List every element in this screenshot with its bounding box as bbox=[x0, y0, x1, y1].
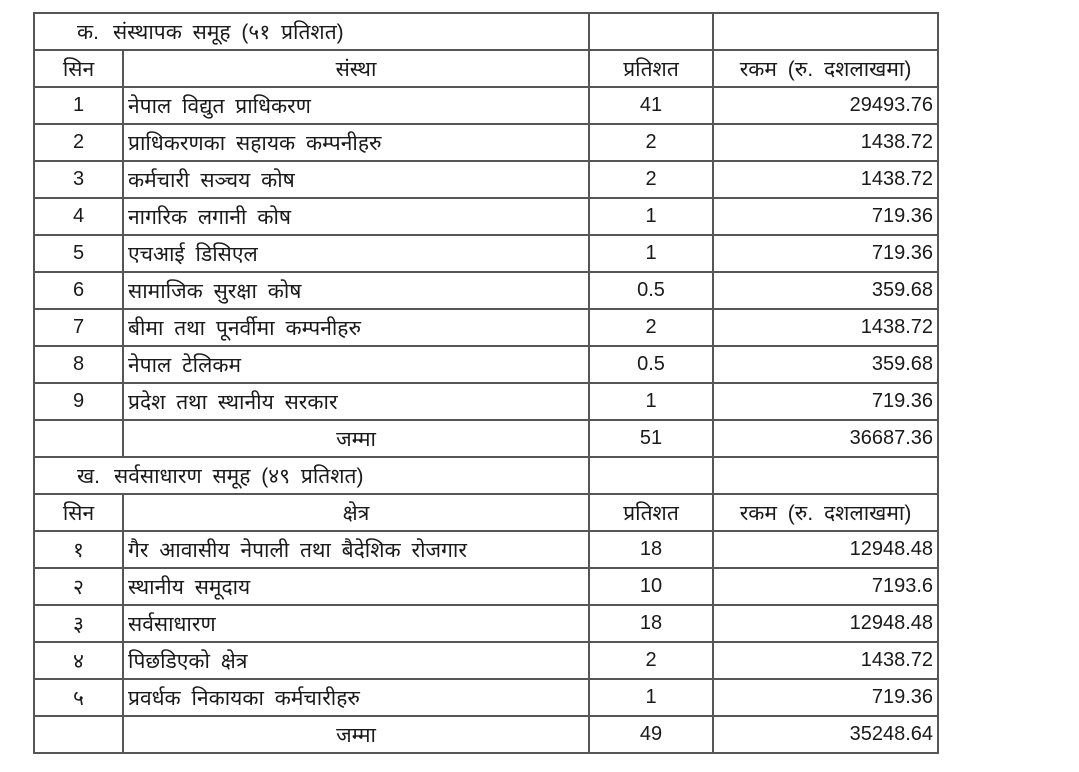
serial-cell: 2 bbox=[34, 124, 123, 161]
amount-cell: 29493.76 bbox=[713, 87, 938, 124]
name-cell: नागरिक लगानी कोष bbox=[123, 198, 589, 235]
section1-title-row bbox=[34, 13, 938, 50]
percent-cell: 1 bbox=[589, 235, 713, 272]
section2-col2-header: क्षेत्र bbox=[123, 494, 589, 531]
name-cell: कर्मचारी सञ्चय कोष bbox=[123, 161, 589, 198]
serial-cell: 8 bbox=[34, 346, 123, 383]
amount-cell: 719.36 bbox=[713, 198, 938, 235]
serial-cell: 6 bbox=[34, 272, 123, 309]
percent-cell: 18 bbox=[589, 531, 713, 568]
share-allocation-table bbox=[33, 12, 939, 754]
total-amount-cell: 35248.64 bbox=[713, 716, 938, 753]
percent-cell: 2 bbox=[589, 642, 713, 679]
name-cell: गैर आवासीय नेपाली तथा बैदेशिक रोजगार bbox=[123, 531, 589, 568]
section2-title-row bbox=[34, 457, 938, 494]
section2-title: सर्वसाधारण समूह (४९ प्रतिशत) bbox=[114, 464, 364, 488]
table-row bbox=[34, 198, 938, 235]
amount-cell: 719.36 bbox=[713, 235, 938, 272]
section1-total-row bbox=[34, 420, 938, 457]
percent-cell: 2 bbox=[589, 309, 713, 346]
section2-title-cell bbox=[34, 457, 589, 494]
percent-header: प्रतिशत bbox=[589, 50, 713, 87]
amount-cell: 719.36 bbox=[713, 383, 938, 420]
name-cell: एचआई डिसिएल bbox=[123, 235, 589, 272]
table-row bbox=[34, 642, 938, 679]
percent-header: प्रतिशत bbox=[589, 494, 713, 531]
percent-cell: 1 bbox=[589, 679, 713, 716]
name-cell: सामाजिक सुरक्षा कोष bbox=[123, 272, 589, 309]
serial-cell: ३ bbox=[34, 605, 123, 642]
amount-cell: 1438.72 bbox=[713, 309, 938, 346]
name-cell: स्थानीय समूदाय bbox=[123, 568, 589, 605]
serial-header: सिन bbox=[34, 50, 123, 87]
serial-cell: 7 bbox=[34, 309, 123, 346]
name-cell: प्रवर्धक निकायका कर्मचारीहरु bbox=[123, 679, 589, 716]
serial-cell: १ bbox=[34, 531, 123, 568]
amount-cell: 719.36 bbox=[713, 679, 938, 716]
serial-cell: 9 bbox=[34, 383, 123, 420]
table-row bbox=[34, 272, 938, 309]
serial-cell: 1 bbox=[34, 87, 123, 124]
percent-cell: 10 bbox=[589, 568, 713, 605]
section1-prefix: क. bbox=[77, 20, 99, 44]
amount-header: रकम (रु. दशलाखमा) bbox=[713, 50, 938, 87]
table-row bbox=[34, 346, 938, 383]
total-label-cell: जम्मा bbox=[123, 420, 589, 457]
table-row bbox=[34, 161, 938, 198]
percent-cell: 18 bbox=[589, 605, 713, 642]
amount-header: रकम (रु. दशलाखमा) bbox=[713, 494, 938, 531]
name-cell: नेपाल विद्युत प्राधिकरण bbox=[123, 87, 589, 124]
empty-cell bbox=[34, 716, 123, 753]
total-label-cell: जम्मा bbox=[123, 716, 589, 753]
name-cell: प्रदेश तथा स्थानीय सरकार bbox=[123, 383, 589, 420]
percent-cell: 41 bbox=[589, 87, 713, 124]
table-row bbox=[34, 235, 938, 272]
name-cell: बीमा तथा पूनर्वीमा कम्पनीहरु bbox=[123, 309, 589, 346]
amount-cell: 359.68 bbox=[713, 346, 938, 383]
section1-title: संस्थापक समूह (५१ प्रतिशत) bbox=[112, 20, 344, 44]
name-cell: नेपाल टेलिकम bbox=[123, 346, 589, 383]
section1-col2-header: संस्था bbox=[123, 50, 589, 87]
section1-header-row bbox=[34, 50, 938, 87]
percent-cell: 1 bbox=[589, 383, 713, 420]
table-row bbox=[34, 87, 938, 124]
amount-cell: 1438.72 bbox=[713, 642, 938, 679]
serial-cell: २ bbox=[34, 568, 123, 605]
section2-header-row bbox=[34, 494, 938, 531]
serial-cell: 4 bbox=[34, 198, 123, 235]
empty-cell bbox=[589, 13, 713, 50]
empty-cell bbox=[589, 457, 713, 494]
serial-header: सिन bbox=[34, 494, 123, 531]
serial-cell: ५ bbox=[34, 679, 123, 716]
table-row bbox=[34, 568, 938, 605]
section2-total-row bbox=[34, 716, 938, 753]
table-row bbox=[34, 679, 938, 716]
percent-cell: 1 bbox=[589, 198, 713, 235]
name-cell: पिछडिएको क्षेत्र bbox=[123, 642, 589, 679]
total-amount-cell: 36687.36 bbox=[713, 420, 938, 457]
amount-cell: 1438.72 bbox=[713, 161, 938, 198]
section1-title-cell bbox=[34, 13, 589, 50]
section2-prefix: ख. bbox=[77, 464, 101, 488]
table-row bbox=[34, 124, 938, 161]
amount-cell: 1438.72 bbox=[713, 124, 938, 161]
name-cell: प्राधिकरणका सहायक कम्पनीहरु bbox=[123, 124, 589, 161]
percent-cell: 2 bbox=[589, 161, 713, 198]
amount-cell: 359.68 bbox=[713, 272, 938, 309]
empty-cell bbox=[34, 420, 123, 457]
amount-cell: 12948.48 bbox=[713, 531, 938, 568]
serial-cell: 3 bbox=[34, 161, 123, 198]
amount-cell: 7193.6 bbox=[713, 568, 938, 605]
share-allocation-table-wrap bbox=[33, 12, 939, 754]
percent-cell: 2 bbox=[589, 124, 713, 161]
empty-cell bbox=[713, 13, 938, 50]
name-cell: सर्वसाधारण bbox=[123, 605, 589, 642]
serial-cell: 5 bbox=[34, 235, 123, 272]
table-row bbox=[34, 531, 938, 568]
total-percent-cell: 51 bbox=[589, 420, 713, 457]
table-row bbox=[34, 309, 938, 346]
amount-cell: 12948.48 bbox=[713, 605, 938, 642]
percent-cell: 0.5 bbox=[589, 272, 713, 309]
serial-cell: ४ bbox=[34, 642, 123, 679]
empty-cell bbox=[713, 457, 938, 494]
total-percent-cell: 49 bbox=[589, 716, 713, 753]
table-row bbox=[34, 605, 938, 642]
table-row bbox=[34, 383, 938, 420]
percent-cell: 0.5 bbox=[589, 346, 713, 383]
